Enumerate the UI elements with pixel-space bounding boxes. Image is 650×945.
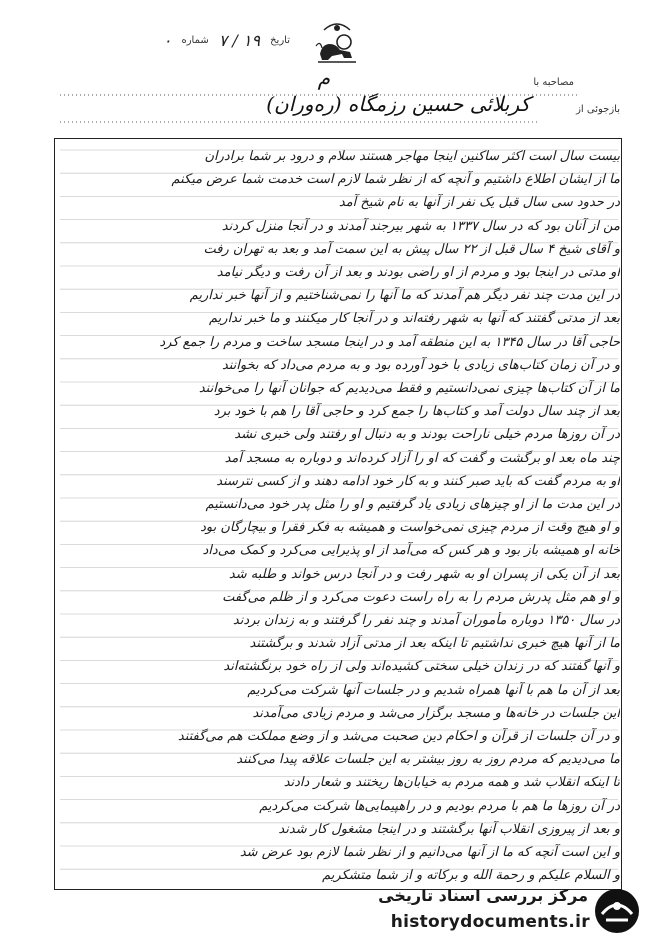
handwritten-line: و این است آنچه که ما از آنها می‌دانیم و از نظر شما لازم بود عرض شد xyxy=(239,845,620,860)
handwritten-line: ما از ایشان اطلاع داشتیم و آنچه که از نظر شما لازم است خدمت شما عرض میکنم xyxy=(171,172,620,188)
interview-label: مصاحبه با xyxy=(533,77,574,88)
watermark-text-en: historydocuments.ir xyxy=(390,912,590,932)
handwritten-line: در آن روزها ما هم با مردم بودیم و در راهپیمایی‌ها شرکت می‌کردیم xyxy=(259,798,620,814)
date-label: تاریخ xyxy=(270,34,290,46)
handwritten-line: و او هیچ وقت از مردم چیزی نمی‌خواست و همیشه به فکر فقرا و بیچارگان بود xyxy=(200,520,620,536)
handwritten-line: بعد از آن یکی از پسران او به شهر رفت و در آنجا درس خواند و طلبه شد xyxy=(228,566,620,582)
handwritten-line: بعد از آن ما هم با آنها همراه شدیم و در جلسات آنها شرکت می‌کردیم xyxy=(247,682,620,698)
handwritten-line: تا اینکه انقلاب شد و همه مردم به خیابان‌ها ریختند و شعار دادند xyxy=(283,775,620,791)
interview-value: م xyxy=(317,66,330,90)
handwritten-line: او مدتی در اینجا بود و مردم از او راضی بودند و بعد از آن رفت و دیگر نیامد xyxy=(216,265,620,280)
number-value: ۰ xyxy=(162,30,172,50)
handwritten-line: ما می‌دیدیم که مردم روز به روز بیشتر به این جلسات علاقه پیدا می‌کنند xyxy=(236,752,620,768)
handwritten-line: و آنها گفتند که در زندان خیلی سختی کشیده‌اند ولی از راه خود برنگشته‌اند xyxy=(223,659,620,675)
handwritten-line: و او هم مثل پدرش مردم را به راه راست دعوت می‌کرد و از ظلم می‌گفت xyxy=(222,589,620,605)
handwritten-line: در حدود سی سال قبل یک نفر از آنها به نام شیخ آمد xyxy=(338,195,620,211)
handwritten-line: ما از آن کتاب‌ها چیزی نمی‌دانستیم و فقط می‌دیدیم که جوانان آنها را می‌خوانند xyxy=(198,381,620,396)
interviewer-value: کربلائی حسین رزمگاه (ره‌وران) xyxy=(266,92,530,116)
handwritten-line: این جلسات در خانه‌ها و مسجد برگزار می‌شد و مردم زیادی می‌آمدند xyxy=(252,705,620,721)
number-label: شماره xyxy=(181,34,209,46)
handwritten-line: بعد از مدتی گفتند که آنها به شهر رفته‌اند و در آنجا کار میکنند و ما خبر نداریم xyxy=(209,311,620,327)
handwritten-line: و آقای شیخ ۴ سال قبل از ۲۲ سال پیش به این سمت آمد و بعد به تهران رفت xyxy=(203,241,620,257)
handwritten-line: و السلام علیکم و رحمة الله و برکاته و از شما متشکریم xyxy=(322,868,620,884)
handwritten-line: بیست سال است اکثر ساکنین اینجا مهاجر هستند سلام و درود بر شما برادران xyxy=(204,149,620,164)
archive-watermark xyxy=(346,884,646,944)
handwritten-line: در سال ۱۳۵۰ دوباره مأموران آمدند و چند نفر را گرفتند و به زندان بردند xyxy=(232,613,620,628)
handwritten-line: در این مدت ما از او چیزهای زیادی یاد گرفتیم و او را مثل پدر خود می‌دانستیم xyxy=(205,497,620,512)
handwritten-line: و بعد از پیروزی انقلاب آنها برگشتند و در اینجا مشغول کار شدند xyxy=(278,821,620,837)
interviewer-label: بازجوئی از xyxy=(576,104,620,115)
handwritten-line: و در آن جلسات از قرآن و احکام دین صحبت می‌شد و از وضع مملکت هم می‌گفتند xyxy=(177,729,620,744)
handwritten-line: حاجی آقا در سال ۱۳۴۵ به این منطقه آمد و در اینجا مسجد ساخت و مردم را جمع کرد xyxy=(159,334,620,350)
handwritten-line: چند ماه بعد او برگشت و گفت که او را آزاد کرده‌اند و دوباره به مسجد آمد xyxy=(224,450,620,466)
archive-center-logo-icon xyxy=(592,886,642,936)
date-value: ۱۹ / ۷ xyxy=(218,30,261,50)
handwritten-line: در آن روزها مردم خیلی ناراحت بودند و به دنبال او رفتند ولی خبری نشد xyxy=(234,427,620,443)
handwritten-line: و در آن زمان کتاب‌های زیادی با خود آورده بود و به مردم می‌داد که بخوانند xyxy=(221,357,620,373)
handwritten-line: او به مردم گفت که باید صبر کنند و به کار خود ادامه دهند و از کسی نترسند xyxy=(216,473,620,489)
handwritten-line: در این مدت چند نفر دیگر هم آمدند که ما آنها را نمی‌شناختیم و از آنها خبر نداریم xyxy=(189,288,620,304)
interviewer-dotted-line xyxy=(60,119,540,125)
handwritten-line: من از آنان بود که در سال ۱۳۳۷ به شهر بیرجند آمدند و در آنجا منزل کردند xyxy=(221,218,620,234)
watermark-text-fa: مرکز بررسی اسناد تاریخی xyxy=(378,886,588,905)
handwritten-line: خانه او همیشه باز بود و هر کس که می‌آمد از او پذیرایی می‌کرد و کمک می‌داد xyxy=(202,543,620,559)
date-number-header xyxy=(80,28,290,52)
lion-and-sun-emblem-icon xyxy=(314,18,360,68)
handwritten-line: بعد از چند سال دولت آمد و کتاب‌ها را جمع کرد و حاجی آقا را هم با خود برد xyxy=(213,404,620,420)
handwritten-line: ما از آنها هیچ خبری نداشتیم تا اینکه بعد از مدتی آزاد شدند و برگشتند xyxy=(249,636,620,652)
